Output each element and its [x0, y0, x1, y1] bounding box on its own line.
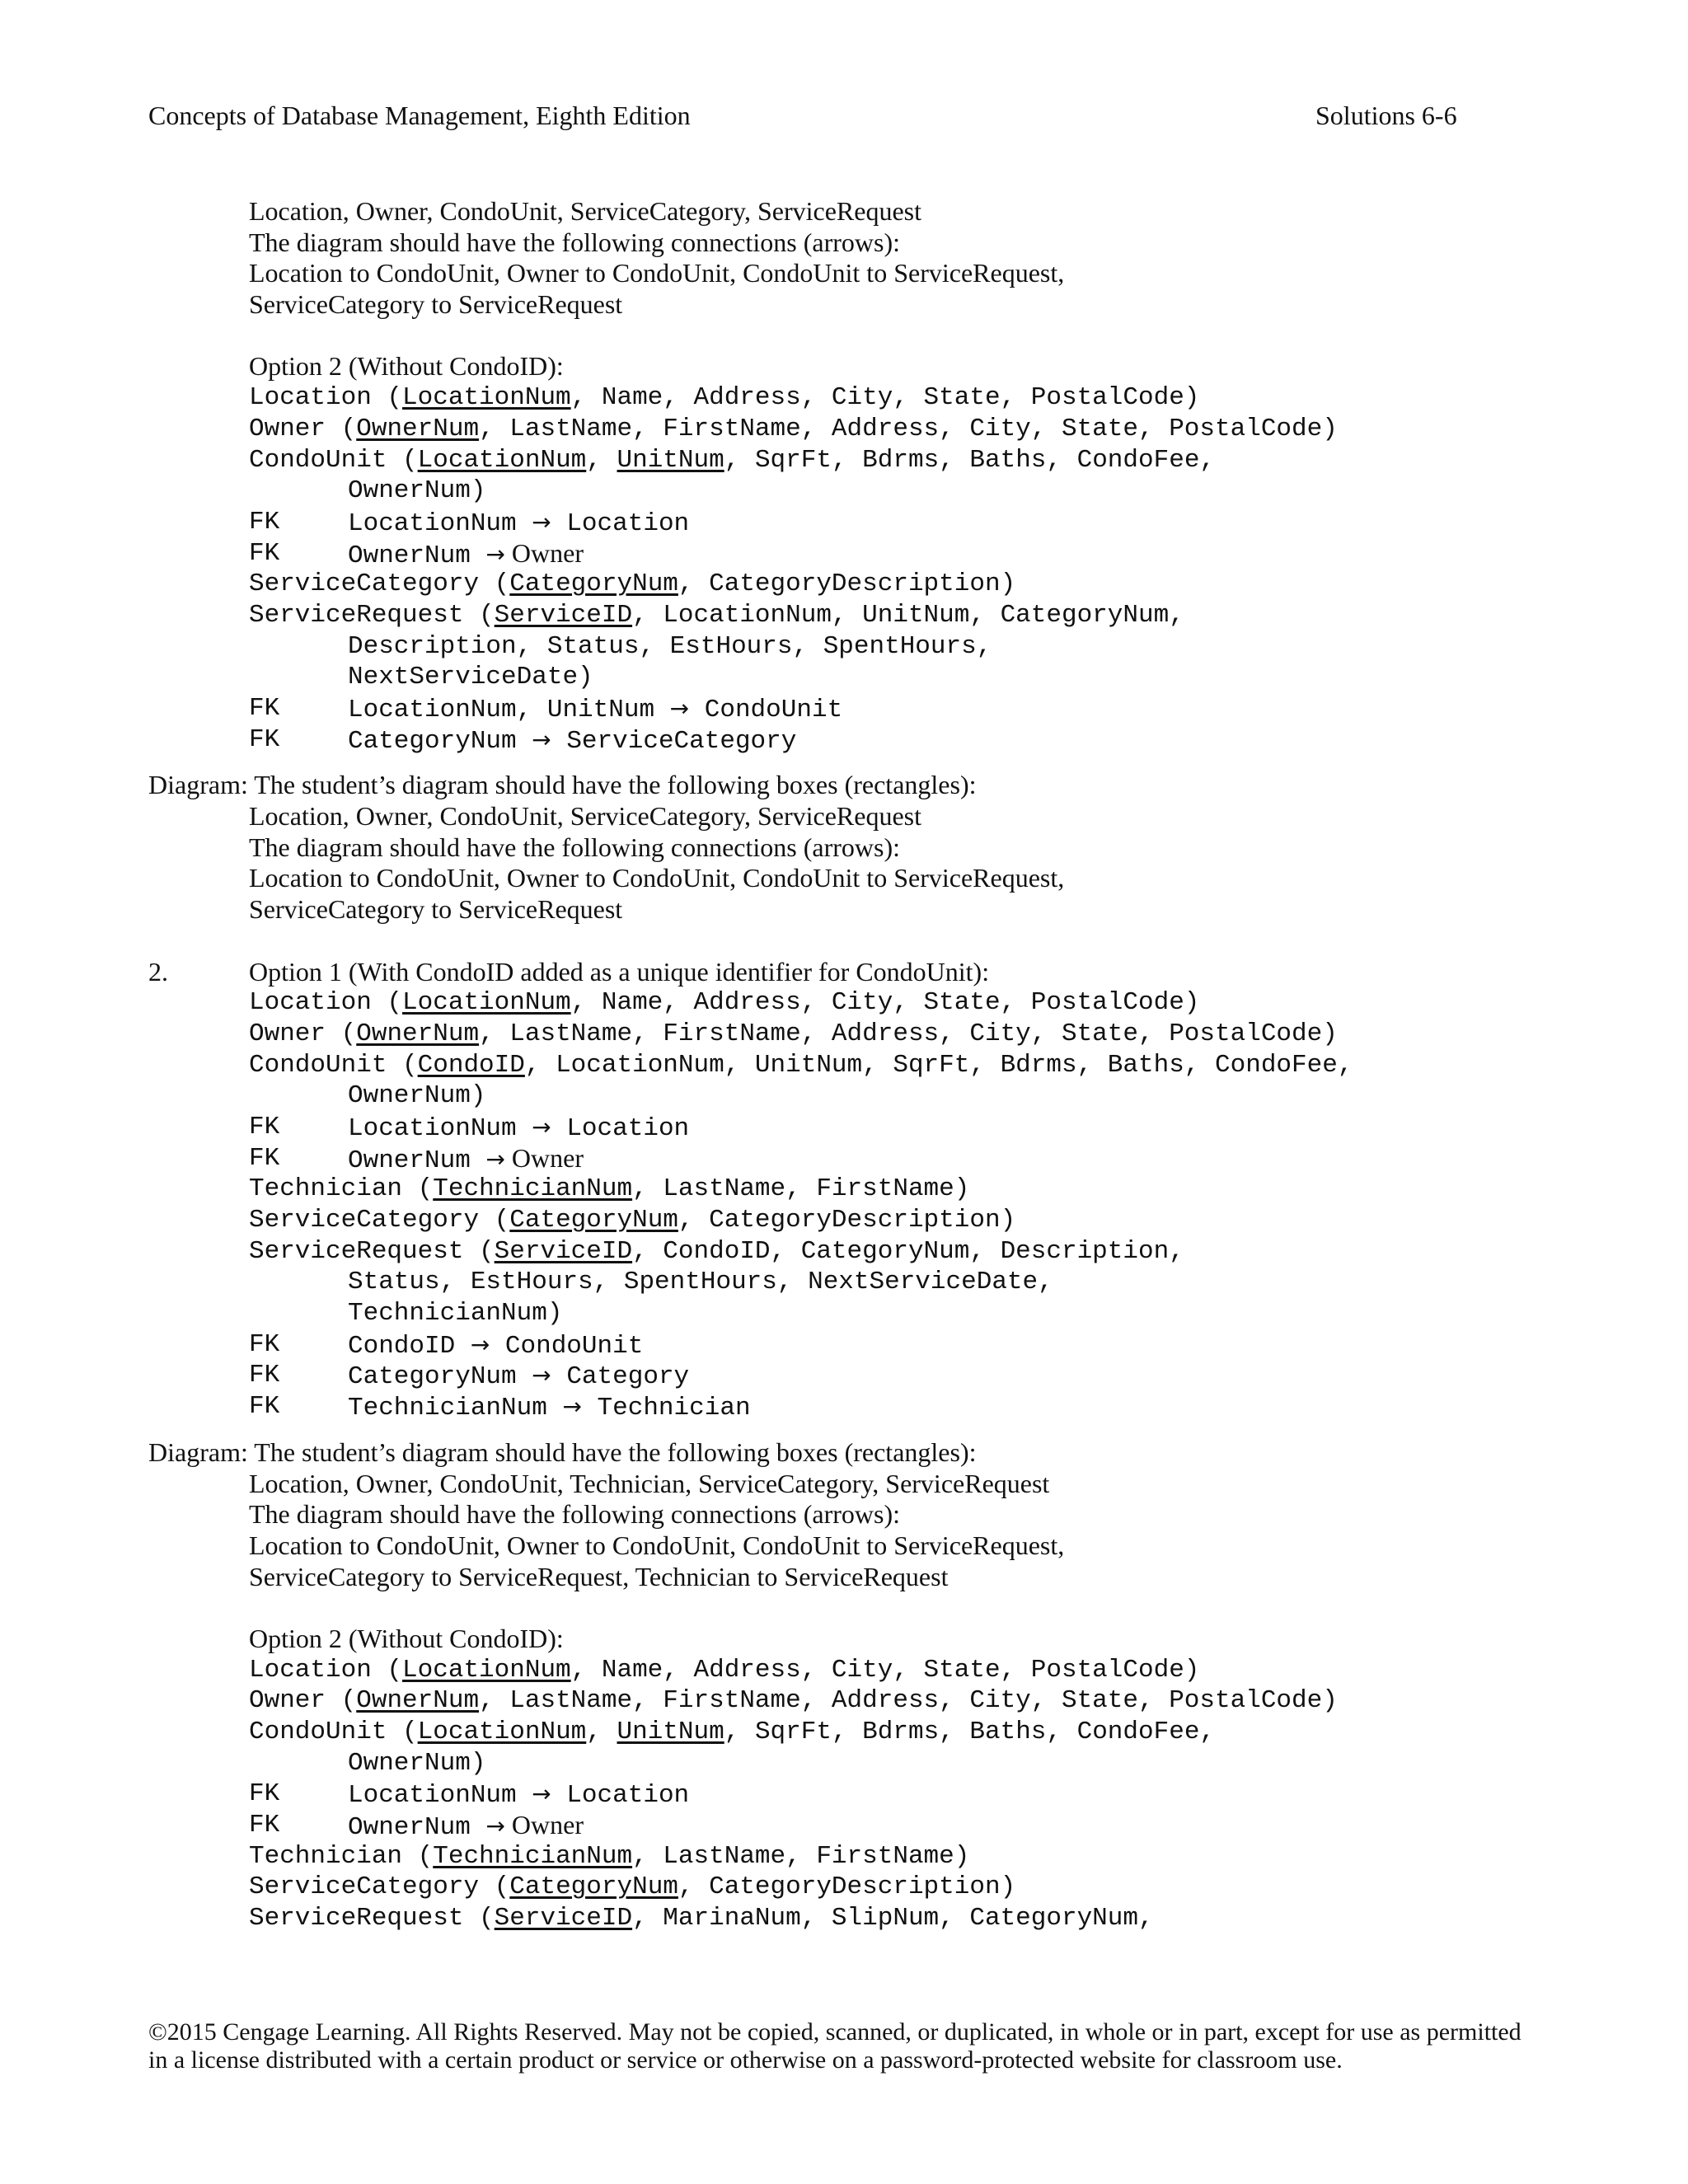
spacer — [0, 755, 1688, 770]
header-title: Concepts of Database Management, Eighth Edition — [148, 101, 691, 130]
fk-target: CondoUnit — [490, 1331, 644, 1361]
arrow-right-icon: → — [485, 1812, 505, 1840]
relation-name: Technician ( — [249, 1841, 434, 1871]
relation-attributes: , LocationNum, UnitNum, CategoryNum, — [632, 600, 1184, 630]
relation-continuation: NextServiceDate) — [348, 663, 593, 692]
relation-location — [0, 987, 1688, 1019]
fk-label: FK — [249, 1112, 280, 1141]
primary-key: OwnerNum — [356, 414, 480, 443]
relation-attributes: , LocationNum, UnitNum, SqrFt, Bdrms, Baths, CondoFee, — [524, 1050, 1353, 1080]
relation-attributes: , LastName, FirstName, Address, City, State, PostalCode) — [479, 1686, 1338, 1716]
foreign-key-line — [0, 693, 1688, 724]
relation-attributes: , LastName, FirstName, Address, City, State, PostalCode) — [479, 1019, 1338, 1048]
relation-location — [0, 382, 1688, 414]
fk-label: FK — [249, 1361, 280, 1390]
primary-key: LocationNum — [402, 383, 571, 413]
primary-key: ServiceID — [494, 1904, 633, 1933]
diagram-boxes-line: Location, Owner, CondoUnit, Technician, ServiceCategory, ServiceRequest — [249, 1468, 1050, 1498]
primary-key: CategoryNum — [509, 1872, 678, 1902]
primary-key: CategoryNum — [509, 569, 678, 599]
foreign-key-line — [0, 507, 1688, 538]
relation-attributes: , MarinaNum, SlipNum, CategoryNum, — [632, 1904, 1154, 1933]
separator: , — [586, 445, 617, 475]
arrow-right-icon: → — [485, 540, 505, 568]
fk-label: FK — [249, 1329, 280, 1359]
fk-target: Location — [551, 1781, 690, 1811]
primary-key: LocationNum — [417, 445, 587, 475]
option-title: Option 2 (Without CondoID): — [249, 1623, 564, 1653]
fk-label: FK — [249, 1779, 280, 1809]
relation-attributes: , CategoryDescription) — [678, 1872, 1016, 1902]
relation-name: Location ( — [249, 383, 403, 413]
relation-name: CondoUnit ( — [249, 445, 418, 475]
relation-owner — [0, 1685, 1688, 1717]
arrow-right-icon: → — [532, 508, 551, 536]
fk-columns: LocationNum — [348, 509, 532, 538]
relation-attributes: , CondoID, CategoryNum, Description, — [632, 1236, 1184, 1266]
relation-owner — [0, 1019, 1688, 1050]
foreign-key-line — [0, 1112, 1688, 1143]
relation-owner — [0, 414, 1688, 445]
relation-continuation: Description, Status, EstHours, SpentHours, — [348, 631, 992, 661]
relation-name: ServiceRequest ( — [249, 600, 495, 630]
relation-servicerequest — [0, 1236, 1688, 1268]
primary-key: OwnerNum — [356, 1019, 480, 1048]
relation-attributes: , CategoryDescription) — [678, 1206, 1016, 1235]
relation-name: ServiceRequest ( — [249, 1236, 495, 1266]
foreign-key-line — [0, 538, 1688, 569]
fk-target: Owner — [504, 1810, 584, 1840]
diagram-connections-line: Location to CondoUnit, Owner to CondoUnit, CondoUnit to ServiceRequest, — [249, 1530, 1065, 1560]
primary-key: OwnerNum — [356, 1686, 480, 1716]
relation-continuation: OwnerNum) — [348, 1081, 486, 1111]
relation-attributes: , CategoryDescription) — [678, 569, 1016, 599]
fk-columns: LocationNum — [348, 1781, 532, 1811]
fk-columns: OwnerNum — [348, 541, 486, 570]
diagram-connections-line: ServiceCategory to ServiceRequest, Technician to ServiceRequest — [249, 1561, 949, 1591]
relation-servicecategory — [0, 1872, 1688, 1903]
relation-continuation: OwnerNum) — [348, 1748, 486, 1778]
separator: , — [586, 1718, 617, 1746]
fk-target: Category — [551, 1362, 690, 1392]
primary-key: LocationNum — [402, 988, 571, 1018]
primary-key: UnitNum — [617, 445, 724, 475]
relation-servicecategory — [0, 1205, 1688, 1236]
header-page-label: Solutions 6-6 — [1315, 101, 1457, 130]
footer-line: ©2015 Cengage Learning. All Rights Reserved. May not be copied, scanned, or duplicated, in whole or in part, except for use as permitted — [148, 2018, 1522, 2046]
diagram-connections-intro: The diagram should have the following connections (arrows): — [249, 227, 900, 257]
diagram-connections-intro: The diagram should have the following connections (arrows): — [249, 1499, 900, 1530]
arrow-right-icon: → — [532, 1361, 551, 1390]
diagram-boxes-line: Location, Owner, CondoUnit, ServiceCategory, ServiceRequest — [249, 801, 921, 832]
footer-line: in a license distributed with a certain product or service or otherwise on a password-protected website for classroom use. — [148, 2046, 1343, 2074]
relation-name: ServiceCategory ( — [249, 1872, 510, 1902]
relation-condounit — [0, 1050, 1688, 1081]
question-heading — [0, 957, 1688, 988]
relation-attributes: , LastName, FirstName) — [632, 1174, 970, 1204]
relation-name: Owner ( — [249, 414, 357, 443]
relation-attributes: , SqrFt, Bdrms, Baths, CondoFee, — [724, 1718, 1216, 1746]
document-body — [0, 196, 1688, 1934]
relation-continuation: TechnicianNum) — [348, 1299, 563, 1329]
option-title: Option 2 (Without CondoID): — [249, 351, 564, 382]
diagram-connections-line: ServiceCategory to ServiceRequest — [249, 289, 623, 320]
arrow-right-icon: → — [669, 695, 690, 722]
fk-label: FK — [249, 538, 280, 568]
primary-key: CategoryNum — [509, 1206, 678, 1235]
relation-name: ServiceCategory ( — [249, 1206, 510, 1235]
fk-target: Location — [551, 509, 690, 538]
relation-location — [0, 1655, 1688, 1686]
foreign-key-line — [0, 1360, 1688, 1391]
relation-name: Location ( — [249, 988, 403, 1018]
relation-continuation: OwnerNum) — [348, 476, 486, 506]
foreign-key-line — [0, 1779, 1688, 1810]
fk-target: Owner — [504, 537, 584, 568]
relation-name: CondoUnit ( — [249, 1050, 418, 1080]
relation-name: Owner ( — [249, 1019, 357, 1048]
relation-name: CondoUnit ( — [249, 1718, 418, 1746]
relation-condounit — [0, 445, 1688, 476]
primary-key: LocationNum — [402, 1655, 571, 1685]
fk-target: Location — [551, 1113, 690, 1143]
relation-attributes: , SqrFt, Bdrms, Baths, CondoFee, — [724, 445, 1216, 475]
arrow-right-icon: → — [562, 1393, 582, 1421]
primary-key: ServiceID — [494, 600, 633, 630]
fk-columns: TechnicianNum — [348, 1394, 563, 1423]
foreign-key-line — [0, 1810, 1688, 1841]
option-title: Option 1 (With CondoID added as a unique identifier for CondoUnit): — [249, 956, 990, 987]
fk-label: FK — [249, 724, 280, 754]
fk-target: ServiceCategory — [551, 726, 797, 756]
fk-columns: OwnerNum — [348, 1146, 486, 1175]
arrow-right-icon: → — [532, 1780, 551, 1808]
primary-key: ServiceID — [494, 1236, 633, 1266]
foreign-key-line — [0, 1143, 1688, 1174]
primary-key: TechnicianNum — [433, 1174, 633, 1204]
diagram-boxes-line: Location, Owner, CondoUnit, ServiceCategory, ServiceRequest — [249, 196, 921, 226]
relation-servicerequest — [0, 600, 1688, 631]
primary-key: UnitNum — [617, 1718, 724, 1746]
fk-columns: CondoID — [348, 1331, 471, 1361]
relation-name: Technician ( — [249, 1174, 434, 1204]
fk-columns: OwnerNum — [348, 1813, 486, 1843]
relation-servicecategory — [0, 569, 1688, 600]
relation-continuation: Status, EstHours, SpentHours, NextServiceDate, — [348, 1268, 1053, 1297]
fk-label: FK — [249, 1392, 280, 1422]
relation-servicerequest — [0, 1903, 1688, 1934]
spacer — [0, 1422, 1688, 1437]
diagram-intro: Diagram: The student’s diagram should have the following boxes (rectangles): — [148, 770, 977, 800]
relation-attributes: , Name, Address, City, State, PostalCode) — [570, 1655, 1200, 1685]
relation-name: Owner ( — [249, 1686, 357, 1716]
fk-columns: CategoryNum — [348, 726, 532, 756]
primary-key: LocationNum — [417, 1718, 587, 1746]
spacer — [0, 1592, 1688, 1624]
foreign-key-line — [0, 1329, 1688, 1361]
relation-attributes: , Name, Address, City, State, PostalCode) — [570, 383, 1200, 413]
relation-technician — [0, 1174, 1688, 1205]
question-number: 2. — [148, 956, 168, 987]
fk-target: Owner — [504, 1142, 584, 1173]
diagram-intro: Diagram: The student’s diagram should have the following boxes (rectangles): — [148, 1436, 977, 1467]
arrow-right-icon: → — [532, 1113, 551, 1141]
relation-name: ServiceCategory ( — [249, 569, 510, 599]
relation-attributes: , LastName, FirstName) — [632, 1841, 970, 1871]
primary-key: CondoID — [417, 1050, 525, 1080]
arrow-right-icon: → — [470, 1330, 490, 1358]
fk-label: FK — [249, 694, 280, 723]
fk-target: Technician — [581, 1394, 751, 1423]
diagram-connections-line: Location to CondoUnit, Owner to CondoUnit, CondoUnit to ServiceRequest, — [249, 863, 1065, 893]
fk-columns: CategoryNum — [348, 1362, 532, 1392]
fk-label: FK — [249, 1143, 280, 1173]
diagram-connections-line: Location to CondoUnit, Owner to CondoUnit, CondoUnit to ServiceRequest, — [249, 258, 1065, 288]
foreign-key-line — [0, 1391, 1688, 1422]
copyright-footer — [148, 2018, 1688, 2074]
relation-technician — [0, 1841, 1688, 1872]
fk-label: FK — [249, 507, 280, 537]
diagram-connections-line: ServiceCategory to ServiceRequest — [249, 894, 623, 925]
arrow-right-icon: → — [532, 725, 551, 753]
spacer — [0, 926, 1688, 957]
fk-columns: LocationNum — [348, 1113, 532, 1143]
relation-attributes: , LastName, FirstName, Address, City, State, PostalCode) — [479, 414, 1338, 443]
spacer — [0, 321, 1688, 352]
fk-columns: LocationNum, UnitNum — [348, 696, 670, 724]
fk-target: CondoUnit — [689, 696, 843, 724]
relation-condounit — [0, 1717, 1688, 1748]
relation-attributes: , Name, Address, City, State, PostalCode) — [570, 988, 1200, 1018]
arrow-right-icon: → — [485, 1145, 505, 1173]
diagram-connections-intro: The diagram should have the following connections (arrows): — [249, 832, 900, 862]
primary-key: TechnicianNum — [433, 1841, 633, 1871]
relation-name: Location ( — [249, 1655, 403, 1685]
foreign-key-line — [0, 724, 1688, 756]
fk-label: FK — [249, 1811, 280, 1840]
relation-name: ServiceRequest ( — [249, 1904, 495, 1933]
